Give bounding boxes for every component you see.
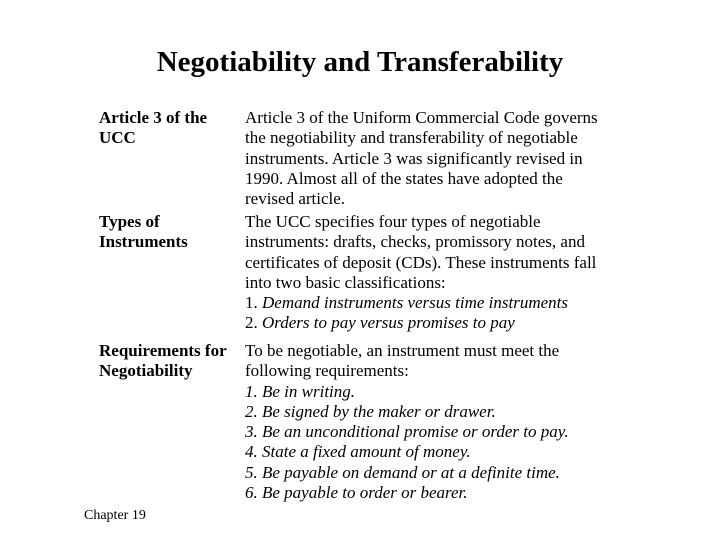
body-line: certificates of deposit (CDs). These instruments fall	[245, 252, 597, 272]
body-line: instruments: drafts, checks, promissory notes, and	[245, 232, 585, 252]
list-text: Be payable to order or bearer.	[262, 483, 468, 503]
row-body	[245, 212, 625, 334]
label-line: Negotiability	[99, 361, 193, 381]
body-line: into two basic classifications:	[245, 272, 446, 292]
list-number: 6.	[245, 483, 258, 503]
list-item	[245, 402, 625, 422]
list-item	[245, 382, 625, 402]
list-text: Be an unconditional promise or order to pay.	[262, 422, 569, 442]
list-item	[245, 293, 625, 313]
row-body	[245, 341, 625, 503]
row-label	[99, 341, 244, 382]
list-number: 2.	[245, 401, 258, 421]
row-label	[99, 108, 244, 149]
label-line: Types of	[99, 212, 160, 231]
list-text: Demand instruments versus time instruments	[262, 293, 568, 313]
body-line: 1990. Almost all of the states have adopted the	[245, 168, 563, 188]
list-text: Be signed by the maker or drawer.	[262, 401, 496, 421]
list-number: 2.	[245, 313, 258, 333]
row-label	[99, 212, 244, 253]
body-line: following requirements:	[245, 361, 409, 381]
label-line: Requirements for	[99, 341, 227, 360]
list-item	[245, 483, 625, 503]
list-number: 3.	[245, 422, 258, 442]
list-text: Be in writing.	[262, 381, 356, 401]
slide-title: Negotiability and Transferability	[156, 46, 564, 78]
list-text: Orders to pay versus promises to pay	[262, 313, 515, 333]
body-line: revised article.	[245, 189, 346, 209]
list-item	[245, 442, 625, 462]
row-body	[245, 108, 625, 209]
list-text: Be payable on demand or at a definite time.	[262, 462, 560, 482]
body-line: the negotiability and transferability of negotiable	[245, 128, 578, 148]
label-line: Instruments	[99, 232, 188, 252]
body-line: The UCC specifies four types of negotiable	[245, 212, 541, 231]
slide-footer: Chapter 19	[84, 508, 146, 523]
body-line: To be negotiable, an instrument must meet the	[245, 341, 560, 360]
list-number: 1.	[245, 381, 258, 401]
label-line: Article 3 of the	[99, 108, 208, 127]
label-line: UCC	[99, 128, 136, 148]
list-number: 4.	[245, 442, 258, 462]
list-number: 1.	[245, 293, 258, 313]
list-item	[245, 313, 625, 333]
list-text: State a fixed amount of money.	[262, 442, 471, 462]
body-line: instruments. Article 3 was significantly revised in	[245, 148, 583, 168]
list-item	[245, 422, 625, 442]
list-item	[245, 463, 625, 483]
body-line: Article 3 of the Uniform Commercial Code governs	[245, 108, 598, 127]
list-number: 5.	[245, 462, 258, 482]
